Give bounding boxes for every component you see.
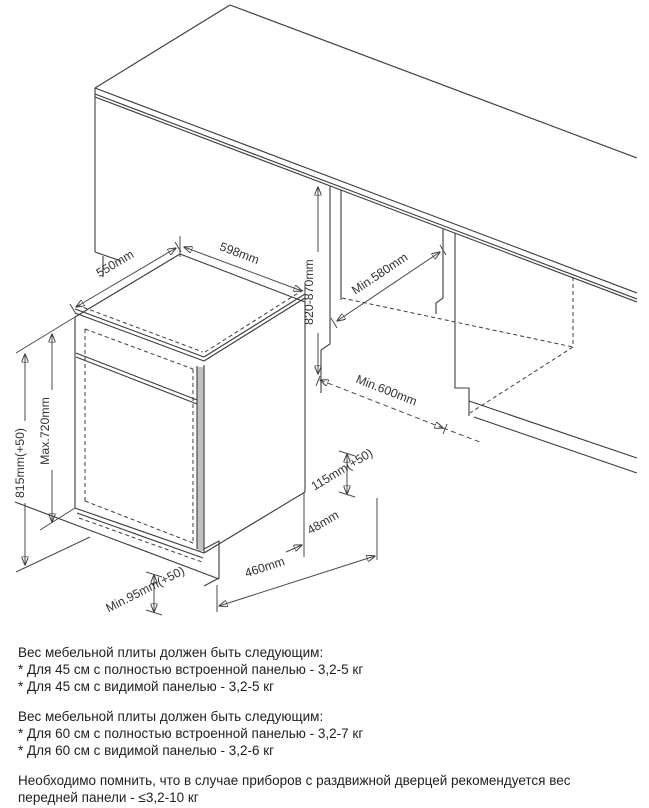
floor-line xyxy=(15,502,219,579)
note-heading-60: Вес мебельной плиты должен быть следующим: xyxy=(18,709,324,724)
dimension-label-815: 815mm(+50) xyxy=(13,427,27,499)
note-heading-45: Вес мебельной плиты должен быть следующим: xyxy=(18,645,324,660)
dimension-label-820-870: 820-870mm xyxy=(302,259,316,325)
dimension-label-95: Min.95mm(+50) xyxy=(103,563,187,616)
dimension-label-460: 460mm xyxy=(243,554,287,581)
note-line: * Для 45 см с видимой панелью - 3,2-5 кг xyxy=(18,679,275,694)
niche-opening xyxy=(321,186,637,473)
hidden-back-edge xyxy=(342,298,573,347)
dim-460 xyxy=(219,556,375,606)
dimension-label-580: Min.580mm xyxy=(349,249,411,298)
note-line: * Для 60 см с полностью встроенной панелью - 3,2-7 кг xyxy=(18,726,364,741)
note-block-60 xyxy=(18,708,626,759)
note-line: * Для 45 см с полностью встроенной панелью - 3,2-5 кг xyxy=(18,662,364,677)
notes-section xyxy=(18,644,626,806)
dimension-label-720: Max.720mm xyxy=(38,397,52,465)
dimension-label-600: Min.600mm xyxy=(353,372,419,409)
hidden-floor-edge xyxy=(470,347,573,413)
dimension-label-598: 598mm xyxy=(217,239,262,268)
note-footer: Необходимо помнить, что в случае приборов с раздвижной дверцей рекомендуется вес передней панели - ≤3,2-10 кг xyxy=(18,773,571,805)
note-block-45 xyxy=(18,644,626,695)
note-line: * Для 60 см с видимой панелью - 3,2-6 кг xyxy=(18,743,275,758)
dimensions xyxy=(13,187,480,615)
dishwasher xyxy=(15,254,305,586)
dimension-label-115: 115mm(+50) xyxy=(308,445,376,494)
dim-48 xyxy=(286,545,302,552)
dimension-label-48: 48mm xyxy=(304,507,342,538)
plinth-foot xyxy=(204,541,219,586)
dimension-label-550: 550mm xyxy=(93,247,137,281)
countertop xyxy=(95,5,637,302)
